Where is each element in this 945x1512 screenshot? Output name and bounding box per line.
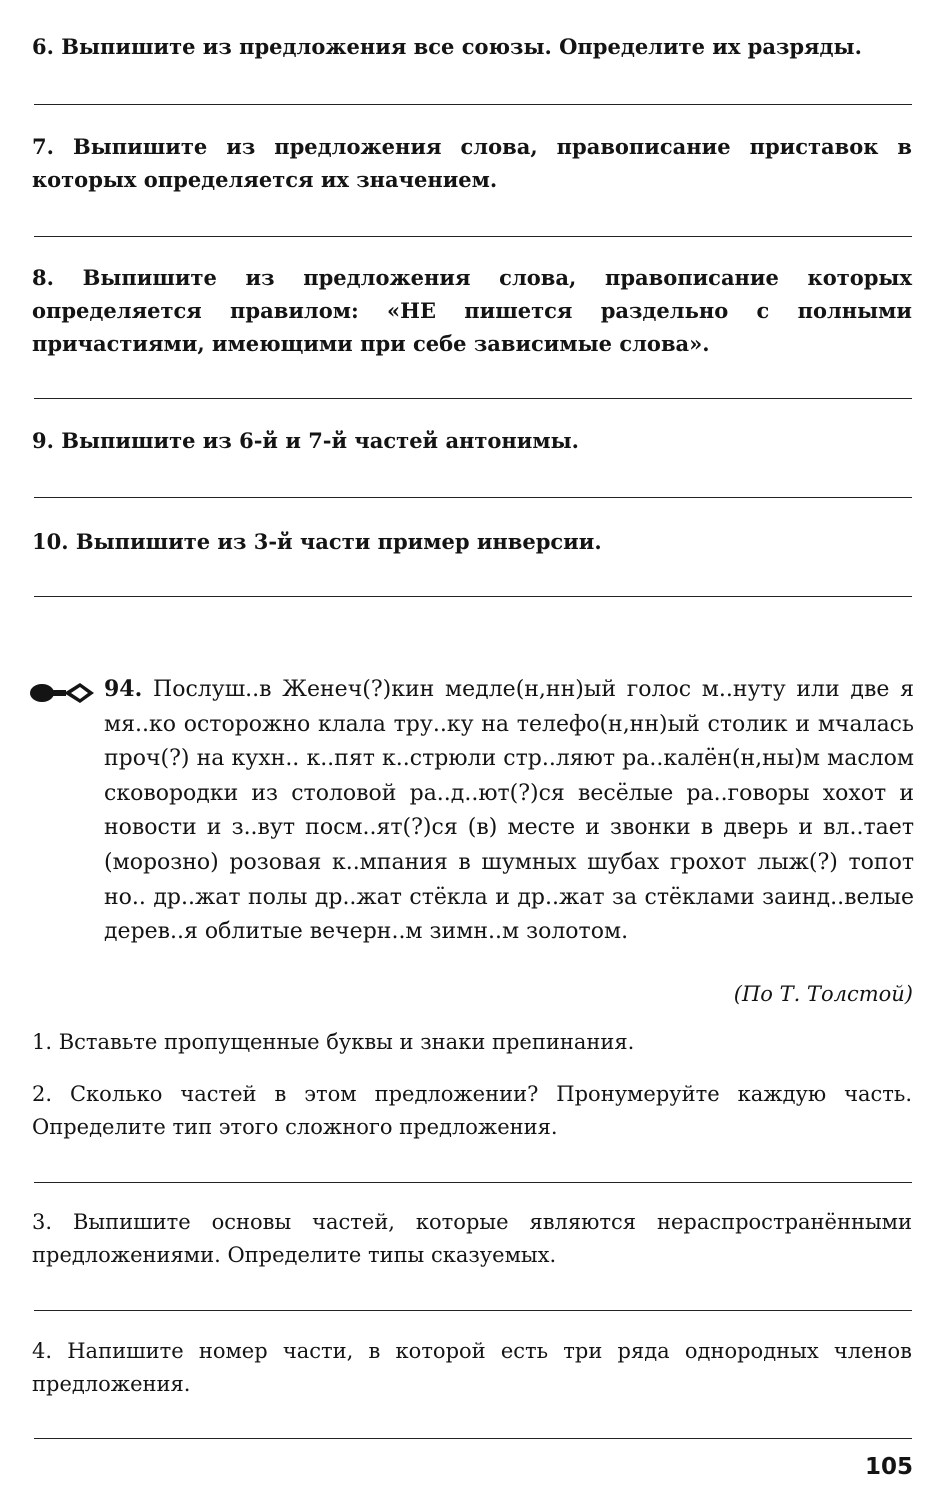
question-10: 10. Выпишите из 3-й части пример инверсии. bbox=[32, 529, 602, 554]
page-number: 105 bbox=[864, 1454, 913, 1480]
exercise-author: (По Т. Толстой) bbox=[733, 982, 913, 1006]
answer-line bbox=[34, 104, 912, 105]
answer-line bbox=[34, 596, 912, 597]
question-9: 9. Выпишите из 6-й и 7-й частей антонимы. bbox=[32, 428, 579, 453]
answer-line bbox=[34, 497, 912, 498]
question-7: 7. Выпишите из предложения слова, правописание приставок в которых определяется их значением. bbox=[32, 134, 912, 192]
answer-line bbox=[34, 1310, 912, 1311]
exercise-text: Послуш..в Женеч(?)кин медле(н,нн)ый голос м..нуту или две я мя..ко осторожно клала тру..ку на телефо(н,нн)ый столик и мчалась проч(?) на кухн.. к..пят к..стрюли стр..ляют ра..калён(н,ны)м маслом сковородки из столовой ра..д..ют(?)ся весёлые ра..говоры хохот и новости и з..вут посм..ят(?)ся (в) месте и звонки в дверь и вл..тает (морозно) розовая к..мпания в шумных шубах грохот лыж(?) топот но.. др..жат полы др..жат стёкла и др..жат за стёклами заинд..велые дерев..я облитые вечерн..м зимн..м золотом. bbox=[104, 677, 914, 945]
task-1: 1. Вставьте пропущенные буквы и знаки препинания. bbox=[32, 1030, 635, 1054]
answer-line bbox=[34, 1438, 912, 1439]
answer-line bbox=[34, 398, 912, 399]
exercise-number: 94. bbox=[104, 676, 143, 702]
task-3: 3. Выпишите основы частей, которые являются нераспространёнными предложениями. Определите типы сказуемых. bbox=[32, 1210, 912, 1267]
exercise-marker-icon bbox=[28, 682, 94, 704]
question-8: 8. Выпишите из предложения слова, правописание которых определяется правилом: «НЕ пишется раздельно с полными причастиями, имеющими при себе зависимые слова». bbox=[32, 265, 912, 356]
answer-line bbox=[34, 236, 912, 237]
answer-line bbox=[34, 1182, 912, 1183]
question-6: 6. Выпишите из предложения все союзы. Определите их разряды. bbox=[32, 34, 862, 59]
exercise-94 bbox=[104, 672, 914, 950]
task-2: 2. Сколько частей в этом предложении? Пронумеруйте каждую часть. Определите тип этого сложного предложения. bbox=[32, 1082, 912, 1139]
task-4: 4. Напишите номер части, в которой есть три ряда однородных членов предложения. bbox=[32, 1339, 912, 1396]
